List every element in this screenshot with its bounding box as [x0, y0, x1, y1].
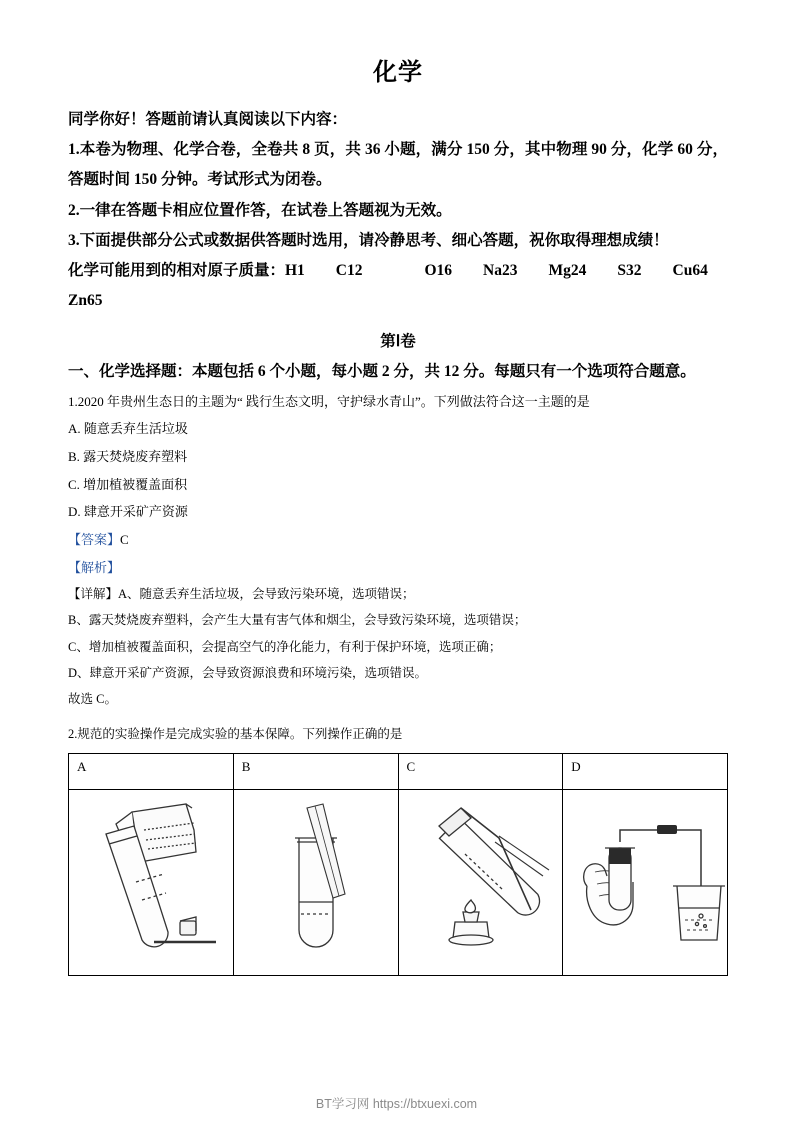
question-1-stem: 1.2020 年贵州生态日的主题为“ 践行生态文明，守护绿水青山”。下列做法符合这一主题的是 — [68, 393, 590, 409]
question-1-detail-3: C、增加植被覆盖面积，会提高空气的净化能力，有利于保护环境，选项正确； — [68, 639, 502, 654]
table-row-images — [69, 790, 728, 976]
test-tube-icon — [241, 790, 391, 965]
question-1-answer — [68, 526, 728, 553]
option-header-a: A — [69, 754, 234, 790]
page-title: 化学 — [373, 60, 423, 86]
answer-label: 【答案】 — [68, 532, 121, 548]
section-heading: 一、化学选择题：本题包括 6 个小题，每小题 2 分，共 12 分。每题只有一个选项符合题意。 — [68, 362, 696, 380]
option-header-d: D — [563, 754, 728, 790]
atomic-mass-line-2: Zn65 — [68, 292, 103, 310]
question-1-option-a: A. 随意丢弃生活垃圾 — [68, 420, 188, 436]
intro-item-2: 2.一律在答题卡相应位置作答，在试卷上答题视为无效。 — [68, 201, 452, 219]
question-1-option-b: B. 露天焚烧废弃塑料 — [68, 448, 188, 464]
pouring-liquid-icon — [76, 790, 226, 965]
question-1-detail-2: B、露天焚烧废弃塑料，会产生大量有害气体和烟尘，会导致污染环境，选项错误； — [68, 613, 527, 628]
option-image-c — [398, 790, 563, 976]
option-image-a — [69, 790, 234, 976]
answer-value: C — [120, 532, 129, 548]
question-1-detail-4: D、肆意开采矿产资源，会导致资源浪费和环境污染，选项错误。 — [68, 665, 428, 680]
analysis-label: 【解析】 — [68, 559, 121, 575]
volume-label: 第Ⅰ卷 — [380, 332, 416, 350]
question-1-option-c: C. 增加植被覆盖面积 — [68, 476, 188, 492]
intro-heading: 同学你好！答题前请认真阅读以下内容： — [68, 111, 348, 128]
option-header-c: C — [398, 754, 563, 790]
option-image-b — [233, 790, 398, 976]
gas-collection-icon — [565, 790, 725, 965]
intro-item-3: 3.下面提供部分公式或数据供答题时选用，请冷静思考、细心答题，祝你取得理想成绩！ — [68, 231, 669, 249]
question-1-analysis-label — [68, 554, 728, 581]
question-2-options-table — [68, 753, 728, 976]
atomic-mass-line: 化学可能用到的相对原子质量：H1 C12 O16 Na23 Mg24 S32 Cu64 — [68, 262, 708, 280]
heating-flask-icon — [403, 790, 558, 965]
question-2-stem: 2.规范的实验操作是完成实验的基本保障。下列操作正确的是 — [68, 727, 403, 742]
option-image-d — [563, 790, 728, 976]
table-row-headers — [69, 754, 728, 790]
question-1-detail-5: 故选 C。 — [68, 692, 117, 706]
footer-watermark: BT学习网 https://btxuexi.com — [315, 1097, 478, 1111]
page-content — [68, 52, 728, 976]
question-1-option-d: D. 肆意开采矿产资源 — [68, 504, 188, 520]
option-header-b: B — [233, 754, 398, 790]
intro-item-1: 1.本卷为物理、化学合卷，全卷共 8 页，共 36 小题，满分 150 分，其中物理 90 分，化学 60 分，答题时间 150 分钟。考试形式为闭卷。 — [68, 141, 728, 189]
question-1-detail-1: 【详解】A、随意丢弃生活垃圾，会导致污染环境，选项错误； — [68, 587, 415, 601]
